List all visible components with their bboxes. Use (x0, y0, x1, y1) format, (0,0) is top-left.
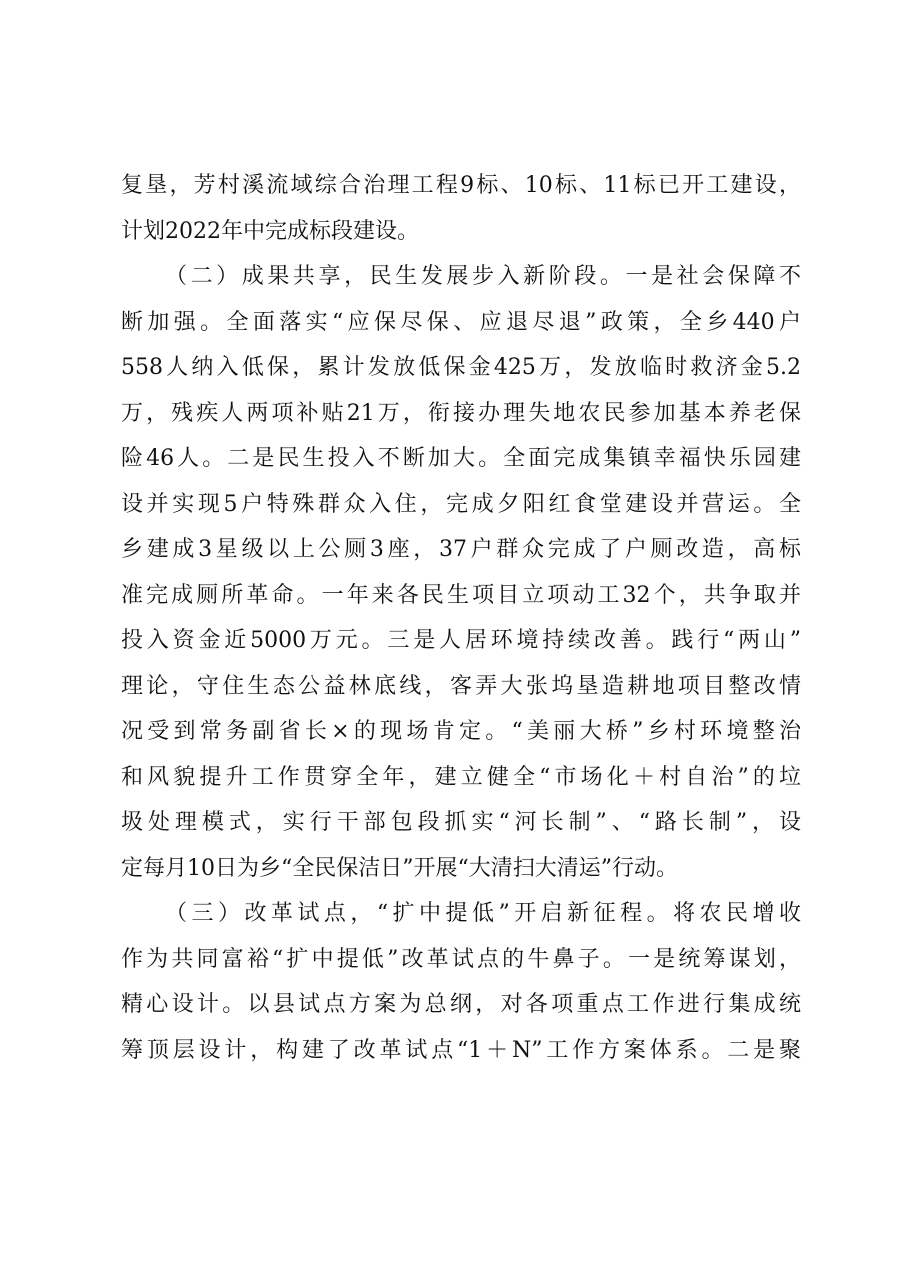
document-body (121, 163, 801, 1073)
paragraph-3-line-2: 作为共同富裕“扩中提低”改革试点的牛鼻子。一是统筹谋划， (121, 946, 801, 972)
paragraph-2-line-5: 险46人。二是民生投入不断加大。全面完成集镇幸福快乐园建 (121, 446, 801, 471)
paragraph-1-line-2: 计划2022年中完成标段建设。 (121, 218, 419, 244)
paragraph-2-line-12: 和风貌提升工作贯穿全年，建立健全“市场化＋村自治”的垃 (121, 764, 801, 790)
paragraph-2-line-13: 圾处理模式，实行干部包段抓实“河长制”、“路长制”，设 (121, 810, 801, 835)
paragraph-2-line-6: 设并实现5户特殊群众入住，完成夕阳红食堂建设并营运。全 (121, 491, 801, 517)
paragraph-2-line-10: 理论，守住生态公益林底线，客弄大张坞垦造耕地项目整改情 (121, 673, 801, 699)
paragraph-2-line-1: （二）成果共享，民生发展步入新阶段。一是社会保障不 (165, 264, 801, 289)
paragraph-3-line-1: （三）改革试点，“扩中提低”开启新征程。将农民增收 (165, 901, 801, 926)
paragraph-2-line-7: 乡建成3星级以上公厕3座，37户群众完成了户厕改造，高标 (121, 537, 801, 562)
paragraph-3-line-4: 筹顶层设计，构建了改革试点“1＋N”工作方案体系。二是聚 (121, 1037, 801, 1063)
paragraph-2-line-4: 万，残疾人两项补贴21万，衔接办理失地农民参加基本养老保 (121, 400, 801, 426)
paragraph-2-line-9: 投入资金近5000万元。三是人居环境持续改善。践行“两山” (121, 628, 801, 653)
paragraph-2-line-3: 558人纳入低保，累计发放低保金425万，发放临时救济金5.2 (121, 355, 801, 380)
paragraph-2-line-8: 准完成厕所革命。一年来各民生项目立项动工32个，共争取并 (121, 582, 801, 608)
paragraph-1-line-1: 复垦，芳村溪流域综合治理工程9标、10标、11标已开工建设， (121, 173, 801, 198)
paragraph-2-line-2: 断加强。全面落实“应保尽保、应退尽退”政策，全乡440户 (121, 309, 801, 335)
paragraph-2-line-14: 定每月10日为乡“全民保洁日”开展“大清扫大清运”行动。 (121, 855, 678, 881)
paragraph-3-line-3: 精心设计。以县试点方案为总纲，对各项重点工作进行集成统 (121, 992, 801, 1017)
paragraph-2-line-11: 况受到常务副省长×的现场肯定。“美丽大桥”乡村环境整治 (121, 719, 801, 744)
